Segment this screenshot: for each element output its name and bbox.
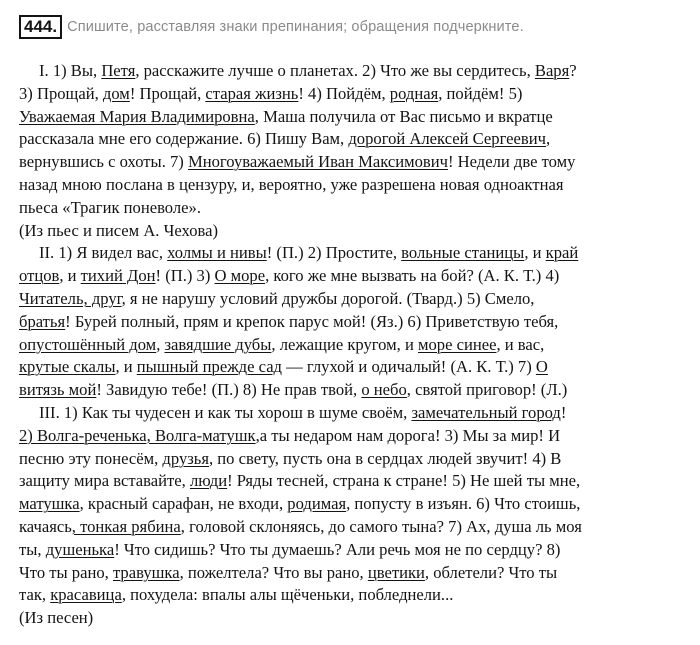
- address-underlined: родная: [389, 83, 439, 103]
- text-line: [19, 174, 691, 197]
- text-segment: , святой приговор! (Л.): [406, 380, 568, 400]
- text-segment: , пожелтела? Что вы рано,: [179, 562, 368, 582]
- address-underlined: край: [545, 243, 579, 263]
- text-segment: защиту мира вставайте,: [19, 471, 190, 491]
- text-line: [19, 470, 691, 493]
- text-segment: качаясь: [19, 516, 72, 536]
- address-underlined: 2) Волга-реченька, Волга-матушк: [19, 425, 256, 445]
- address-underlined: , тонкая рябина: [71, 516, 181, 536]
- address-underlined: завядшие дубы: [164, 334, 272, 354]
- text-segment: , головой склоняясь, до самого тына? 7) Ах, душа ль моя: [180, 516, 582, 536]
- text-line: [19, 584, 691, 607]
- text-line: [19, 607, 691, 630]
- address-underlined: пышный прежде сад: [136, 357, 283, 377]
- exercise-number: 444.: [19, 15, 62, 39]
- text-segment: назад мною послана в цензуру, и, вероятно, уже разрешена новая одноактная: [19, 174, 564, 194]
- text-line: [19, 151, 691, 174]
- address-underlined: Многоуважаемый Иван Максимович: [187, 152, 448, 172]
- address-underlined: витязь мой: [19, 380, 97, 400]
- text-segment: (Из пьес и писем А. Чехова): [19, 220, 219, 240]
- text-segment: 3) Прощай,: [19, 83, 103, 103]
- text-segment: , и: [59, 266, 81, 286]
- text-segment: ! Ряды тесней, страна к стране! 5) Не шей ты мне,: [227, 471, 581, 491]
- text-segment: так,: [19, 585, 51, 605]
- text-segment: ! Что сидишь? Что ты думаешь? Али речь моя не по сердцу? 8): [114, 539, 561, 559]
- text-segment: III. 1) Как ты чудесен и как ты хорош в шуме своём,: [39, 402, 412, 422]
- text-line: [19, 379, 691, 402]
- text-segment: , расскажите лучше о планетах. 2) Что же вы сердитесь,: [135, 61, 535, 80]
- address-underlined: Петя: [101, 61, 136, 80]
- text-segment: ! Завидую тебе! (П.) 8) Не прав твой,: [96, 380, 362, 400]
- text-segment: ,а ты недаром нам дорога! 3) Мы за мир! И: [255, 425, 561, 445]
- text-line: [19, 539, 691, 562]
- text-segment: ! Прощай,: [129, 83, 206, 103]
- text-segment: I. 1) Вы,: [39, 61, 102, 80]
- address-underlined: люди: [189, 471, 228, 491]
- text-segment: рассказала мне его содержание. 6) Пишу Вам,: [19, 129, 349, 149]
- text-line: [19, 448, 691, 471]
- text-line: [19, 334, 691, 357]
- address-underlined: о небо: [361, 380, 407, 400]
- address-underlined: цветики: [367, 562, 425, 582]
- text-segment: (Из песен): [19, 608, 94, 628]
- address-underlined: опустошённый дом: [19, 334, 157, 354]
- address-underlined: замечательный город: [411, 402, 561, 422]
- text-segment: , пойдём! 5): [438, 83, 523, 103]
- text-line: [19, 220, 691, 243]
- text-line: [19, 493, 691, 516]
- text-segment: !: [560, 402, 567, 422]
- text-segment: , облетели? Что ты: [424, 562, 558, 582]
- text-segment: — глухой и одичалый! (А. К. Т.) 7): [282, 357, 536, 377]
- exercise-task: Спишите, расставляя знаки препинания; обращения подчеркните.: [67, 19, 524, 35]
- text-segment: , и вас,: [496, 334, 545, 354]
- address-underlined: братья: [19, 311, 66, 331]
- text-segment: ты,: [19, 539, 46, 559]
- address-underlined: Читатель, друг: [19, 288, 122, 308]
- text-segment: ! 4) Пойдём,: [298, 83, 390, 103]
- text-segment: ! Недели две тому: [447, 152, 576, 172]
- exercise-text: [19, 60, 691, 630]
- address-underlined: друзья: [162, 448, 209, 468]
- text-segment: , лежащие кругом, и: [271, 334, 418, 354]
- text-segment: , и: [524, 243, 546, 263]
- text-segment: ,: [156, 334, 165, 354]
- address-underlined: море синее: [417, 334, 497, 354]
- text-line: [19, 128, 691, 151]
- exercise-header: [19, 15, 524, 39]
- text-segment: пьеса «Трагик поневоле».: [19, 197, 201, 217]
- address-underlined: отцов: [19, 266, 60, 286]
- address-underlined: дорогой Алексей Сергеевич: [348, 129, 546, 149]
- address-underlined: тихий Дон: [80, 266, 156, 286]
- address-underlined: Уважаемая Мария Владимировна: [19, 106, 255, 126]
- address-underlined: родимая: [287, 494, 347, 514]
- text-segment: ! (П.) 3): [155, 266, 215, 286]
- text-line: [19, 356, 691, 379]
- text-line: [19, 425, 691, 448]
- text-line: [19, 265, 691, 288]
- text-line: [19, 242, 691, 265]
- text-line: [19, 197, 691, 220]
- address-underlined: старая жизнь: [205, 83, 299, 103]
- address-underlined: О море: [214, 266, 266, 286]
- text-segment: , кого же мне вызвать на бой? (А. К. Т.) 4): [265, 266, 560, 286]
- text-line: [19, 60, 691, 83]
- address-underlined: душенька: [45, 539, 115, 559]
- text-segment: , красный сарафан, не входи,: [79, 494, 288, 514]
- text-line: [19, 106, 691, 129]
- text-segment: , по свету, пусть она в сердцах людей звучит! 4) В: [209, 448, 562, 468]
- address-underlined: Варя: [534, 61, 570, 80]
- text-line: [19, 311, 691, 334]
- text-line: [19, 288, 691, 311]
- text-segment: II. 1) Я видел вас,: [39, 243, 168, 263]
- text-segment: ?: [569, 61, 577, 80]
- address-underlined: красавица: [50, 585, 122, 605]
- text-line: [19, 402, 691, 425]
- address-underlined: крутые скалы: [19, 357, 116, 377]
- address-underlined: вольные станицы: [401, 243, 525, 263]
- text-segment: , Маша получила от Вас письмо и вкратце: [254, 106, 553, 126]
- address-underlined: холмы и нивы: [167, 243, 267, 263]
- text-line: [19, 83, 691, 106]
- text-segment: , и: [115, 357, 137, 377]
- text-segment: , попусту в изъян. 6) Что стоишь,: [346, 494, 581, 514]
- text-segment: песню эту понесём,: [19, 448, 163, 468]
- text-segment: ,: [545, 129, 551, 149]
- text-segment: вернувшись с охоты. 7): [19, 152, 188, 172]
- text-segment: ! (П.) 2) Простите,: [266, 243, 402, 263]
- address-underlined: О: [535, 357, 548, 377]
- text-line: [19, 562, 691, 585]
- text-segment: , я не нарушу условий дружбы дорогой. (Твард.) 5) Смело,: [121, 288, 535, 308]
- text-segment: Что ты рано,: [19, 562, 113, 582]
- address-underlined: матушка: [19, 494, 80, 514]
- address-underlined: травушка: [112, 562, 180, 582]
- text-segment: , похудела: впалы алы щёченьки, побледнели...: [121, 585, 454, 605]
- text-line: [19, 516, 691, 539]
- address-underlined: дом: [102, 83, 130, 103]
- text-segment: ! Бурей полный, прям и крепок парус мой! (Яз.) 6) Приветствую тебя,: [65, 311, 559, 331]
